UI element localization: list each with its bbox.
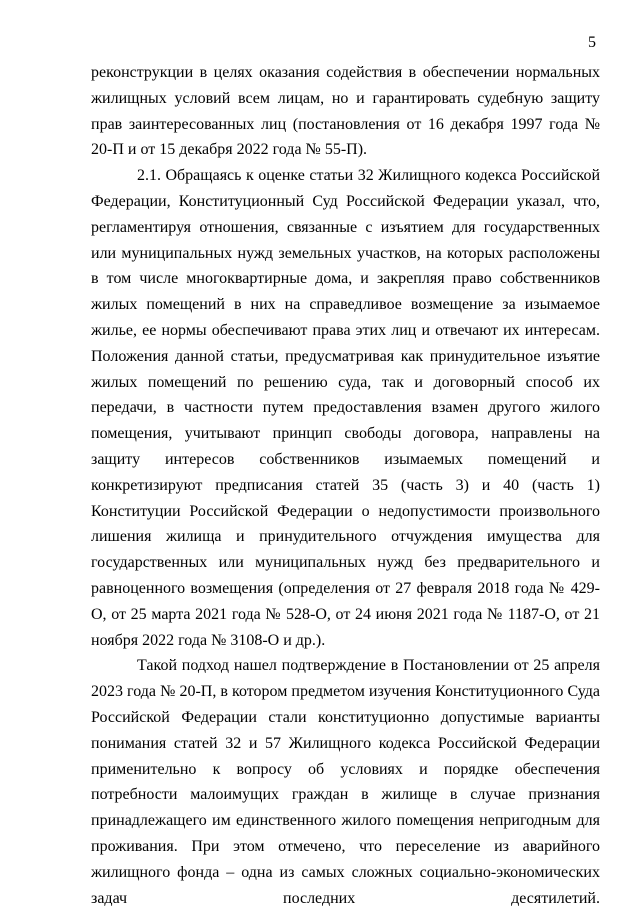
document-body (91, 60, 600, 911)
paragraph-approach: Такой подход нашел подтверждение в Постановлении от 25 апреля 2023 года № 20-П, в котором предметом изучения Конституционного Суда Российской Федерации стали конституционно допустимые варианты понимания статей 32 и 57 Жилищного кодекса Российской Федерации применительно к вопросу об условиях и порядке обеспечения потребности малоимущих граждан в жилище в случае признания принадлежащего им единственного жилого помещения непригодным для проживания. При этом отмечено, что переселение из аварийного жилищного фонда – одна из самых сложных социально-экономических задач последних десятилетий. (91, 657, 600, 907)
paragraph-section-2-1: 2.1. Обращаясь к оценке статьи 32 Жилищного кодекса Российской Федерации, Конституционный Суд Российской Федерации указал, что, регламентируя отношения, связанные с изъятием для государственных или муниципальных нужд земельных участков, на которых расположены в том числе многоквартирные дома, и закрепляя право собственников жилых помещений в них на справедливое возмещение за изымаемое жилье, ее нормы обеспечивают права этих лиц и отвечают их интересам. Положения данной статьи, предусматривая как принудительное изъятие жилых помещений по решению суда, так и договорный способ их передачи, в частности путем предоставления взамен другого жилого помещения, учитывают принцип свободы договора, направлены на защиту интересов собственников изымаемых помещений и конкретизируют предписания статей 35 (часть 3) и 40 (часть 1) Конституции Российской Федерации о недопустимости произвольного лишения жилища и принудительного отчуждения имущества для государственных или муниципальных нужд без предварительного и равноценного возмещения (определения от 27 февраля 2018 года № 429-О, от 25 марта 2021 года № 528-О, от 24 июня 2021 года № 1187-О, от 21 ноября 2022 года № 3108-О и др.). (91, 167, 600, 649)
page-number: 5 (588, 34, 596, 51)
paragraph-continuation: реконструкции в целях оказания содействия в обеспечении нормальных жилищных условий всем лицам, но и гарантировать судебную защиту прав заинтересованных лиц (постановления от 16 декабря 1997 года № 20-П и от 15 декабря 2022 года № 55-П). (91, 64, 600, 159)
